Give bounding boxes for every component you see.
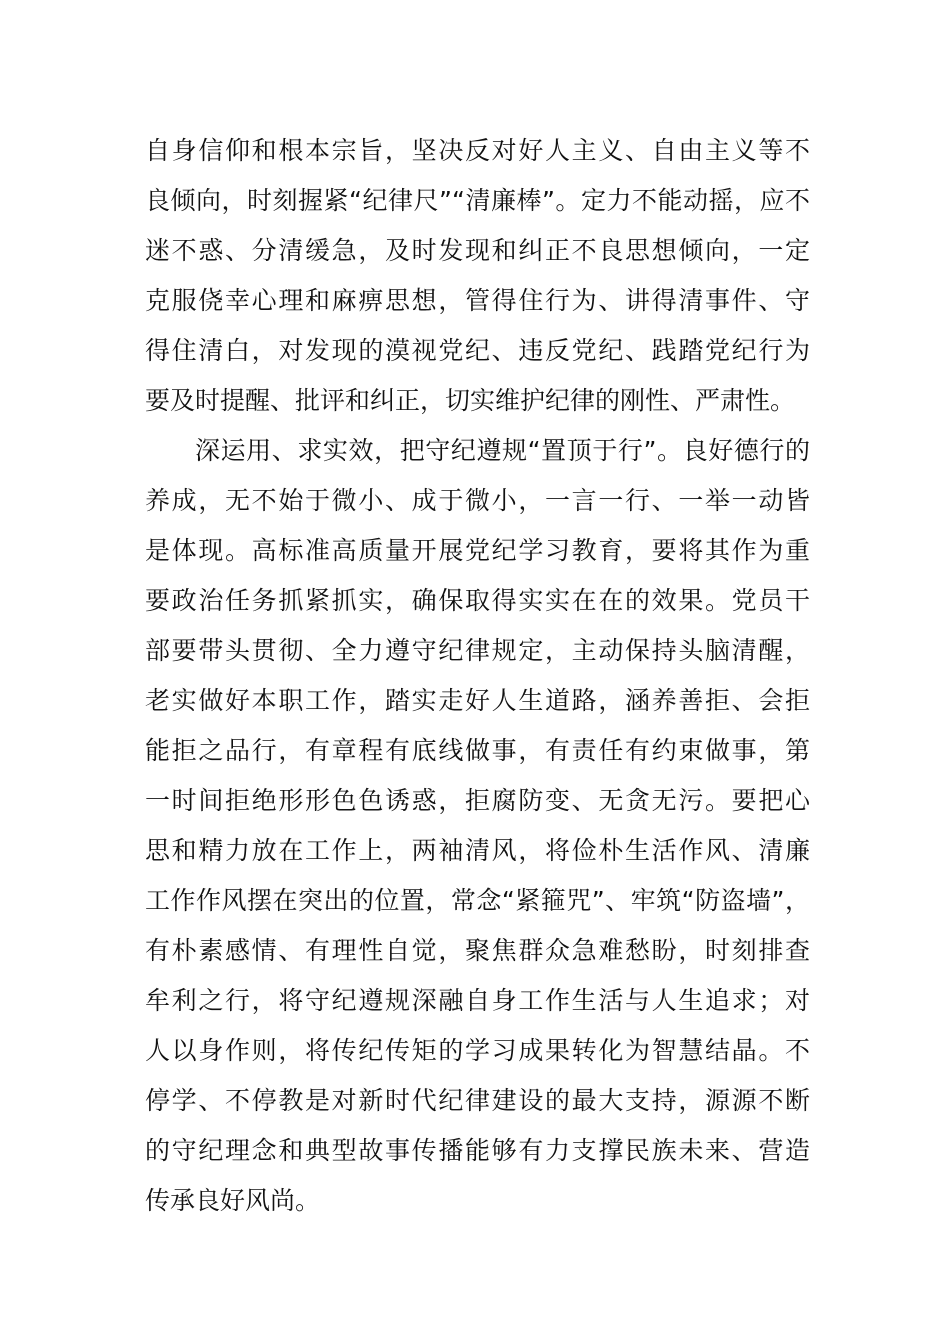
text-line: 良倾向，时刻握紧“纪律尺”“清廉棒”。定力不能动摇，应不 xyxy=(145,186,810,215)
text-line: 迷不惑、分清缓急，及时发现和纠正不良思想倾向，一定 xyxy=(145,236,810,265)
text-line: 要及时提醒、批评和纠正，切实维护纪律的刚性、严肃性。 xyxy=(145,386,796,415)
text-line: 能拒之品行，有章程有底线做事，有责任有约束做事，第 xyxy=(145,736,810,765)
text-line: 要政治任务抓紧抓实，确保取得实实在在的效果。党员干 xyxy=(145,586,810,615)
text-line: 部要带头贯彻、全力遵守纪律规定，主动保持头脑清醒， xyxy=(145,636,810,665)
text-line: 传承良好风尚。 xyxy=(145,1186,321,1215)
text-line: 深运用、求实效，把守纪遵规“置顶于行”。良好德行的 xyxy=(195,436,810,465)
text-line: 自身信仰和根本宗旨，坚决反对好人主义、自由主义等不 xyxy=(145,136,810,165)
text-line: 得住清白，对发现的漠视党纪、违反党纪、践踏党纪行为 xyxy=(145,336,810,365)
paragraph-2 xyxy=(145,426,810,1226)
text-line: 工作作风摆在突出的位置，常念“紧箍咒”、牢筑“防盗墙”， xyxy=(145,886,810,915)
text-line: 有朴素感情、有理性自觉，聚焦群众急难愁盼，时刻排查 xyxy=(145,936,810,965)
text-line: 养成，无不始于微小、成于微小，一言一行、一举一动皆 xyxy=(145,486,810,515)
text-line: 是体现。高标准高质量开展党纪学习教育，要将其作为重 xyxy=(145,536,810,565)
text-line: 一时间拒绝形形色色诱惑，拒腐防变、无贪无污。要把心 xyxy=(145,786,810,815)
text-line: 克服侥幸心理和麻痹思想，管得住行为、讲得清事件、守 xyxy=(145,286,810,315)
text-line: 的守纪理念和典型故事传播能够有力支撑民族未来、营造 xyxy=(145,1136,810,1165)
paragraph-1 xyxy=(145,126,810,426)
document-body xyxy=(145,126,810,1226)
text-line: 人以身作则，将传纪传矩的学习成果转化为智慧结晶。不 xyxy=(145,1036,810,1065)
text-line: 老实做好本职工作，踏实走好人生道路，涵养善拒、会拒 xyxy=(145,686,810,715)
text-line: 思和精力放在工作上，两袖清风，将俭朴生活作风、清廉 xyxy=(145,836,810,865)
text-line: 牟利之行，将守纪遵规深融自身工作生活与人生追求；对 xyxy=(145,986,810,1015)
text-line: 停学、不停教是对新时代纪律建设的最大支持，源源不断 xyxy=(145,1086,810,1115)
